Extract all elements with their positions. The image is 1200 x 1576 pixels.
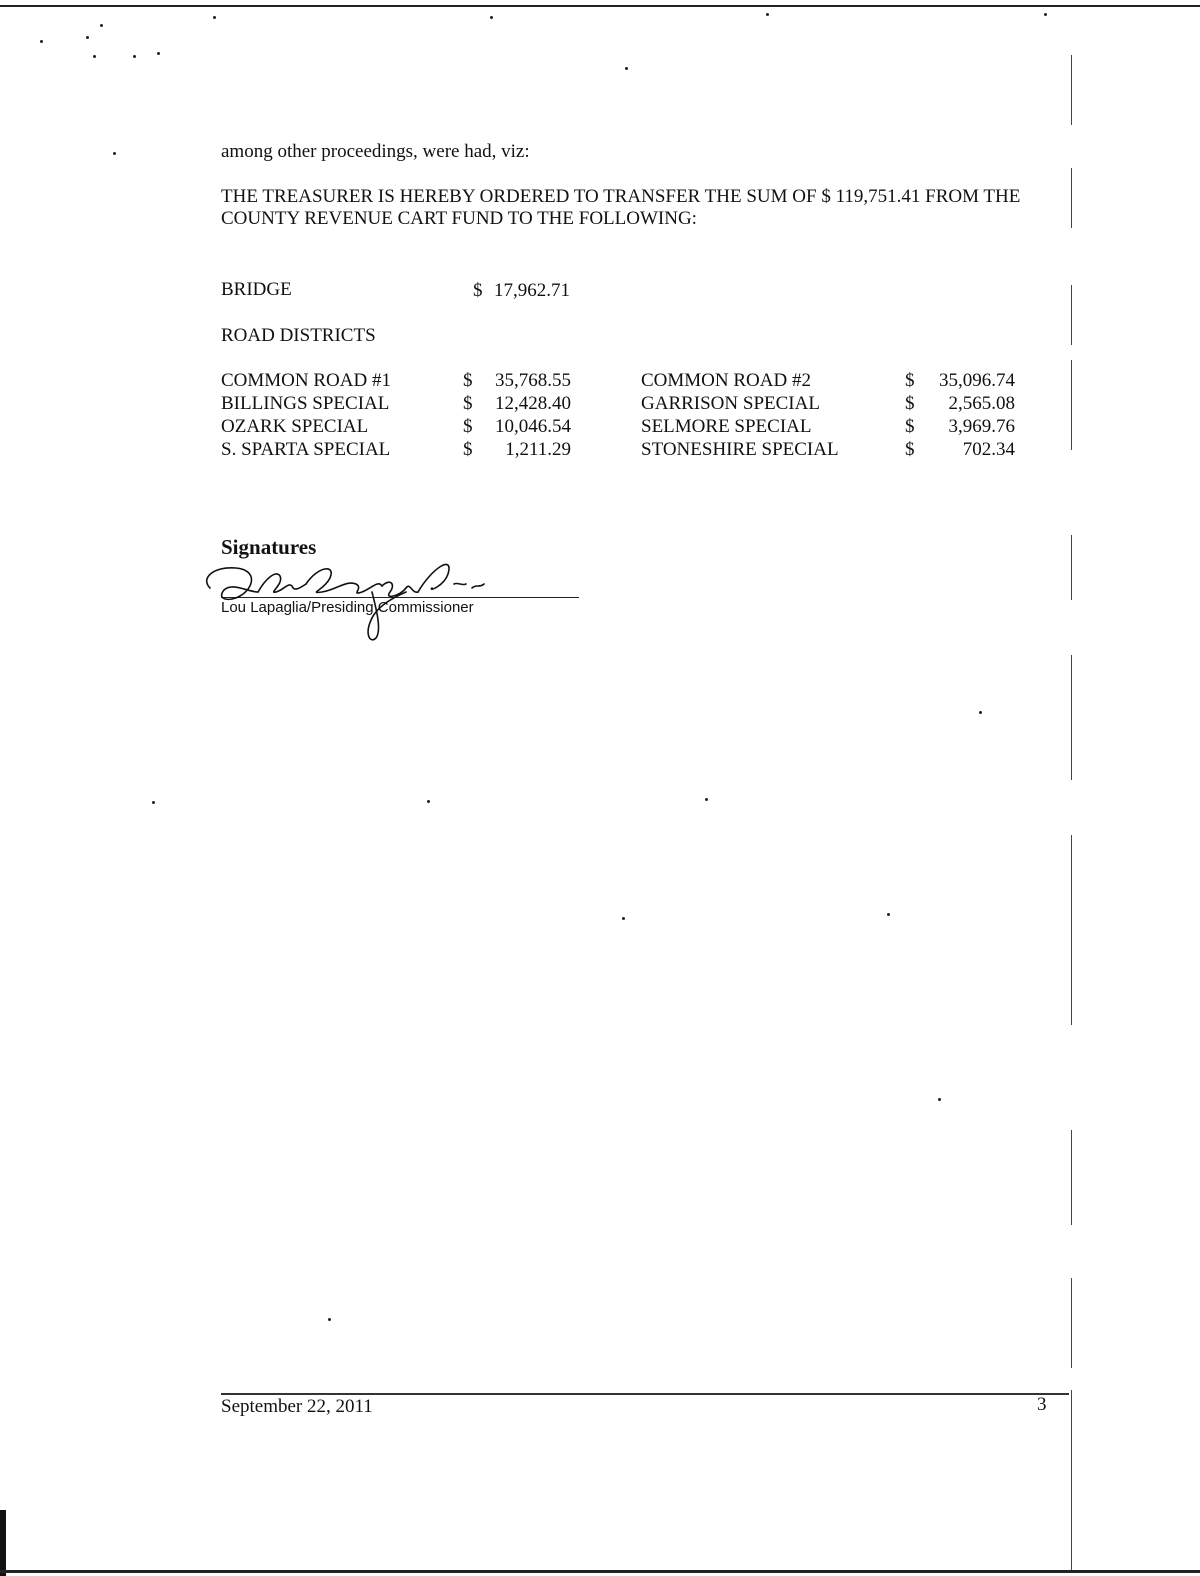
district-name: S. SPARTA SPECIAL — [221, 439, 391, 460]
transfer-order: THE TREASURER IS HEREBY ORDERED TO TRANSFER THE SUM OF $ 119,751.41 FROM THE COUNTY REVENUE CART FUND TO THE FOLLOWING: — [221, 186, 1021, 229]
currency-symbol: $ — [463, 393, 473, 414]
road-districts-heading: ROAD DISTRICTS — [221, 325, 376, 346]
signer-caption: Lou Lapaglia/Presiding Commissioner — [221, 599, 474, 616]
table-row — [221, 392, 1015, 415]
scan-left-edge — [0, 1510, 6, 1576]
intro-line: among other proceedings, were had, viz: — [221, 141, 530, 162]
currency-symbol: $ — [463, 370, 473, 391]
bridge-label: BRIDGE — [221, 279, 292, 300]
district-amount: 2,565.08 — [948, 393, 1015, 414]
district-amount: 35,768.55 — [495, 370, 571, 391]
district-amount: 3,969.76 — [948, 416, 1015, 437]
signatures-heading: Signatures — [221, 535, 317, 559]
district-amount: 12,428.40 — [495, 393, 571, 414]
district-amount: 702.34 — [962, 439, 1015, 460]
table-row — [221, 438, 1015, 461]
currency-symbol: $ — [905, 439, 915, 460]
currency-symbol: $ — [463, 439, 473, 460]
district-name: GARRISON SPECIAL — [641, 393, 820, 414]
page-number: 3 — [1037, 1394, 1047, 1415]
district-name: STONESHIRE SPECIAL — [641, 439, 839, 460]
currency-symbol: $ — [905, 416, 915, 437]
district-name: COMMON ROAD #1 — [221, 370, 391, 391]
district-name: SELMORE SPECIAL — [641, 416, 812, 437]
currency-symbol: $ — [905, 370, 915, 391]
scan-top-rule — [0, 5, 1200, 7]
currency-symbol: $ — [463, 416, 473, 437]
scan-bottom-rule — [0, 1570, 1200, 1573]
column-gap — [571, 369, 641, 392]
column-gap — [571, 415, 641, 438]
footer-date: September 22, 2011 — [221, 1396, 373, 1417]
column-gap — [571, 392, 641, 415]
currency-symbol: $ — [905, 393, 915, 414]
district-amount: 10,046.54 — [495, 416, 571, 437]
bridge-currency: $ — [473, 280, 483, 301]
district-allocation-table — [221, 369, 1015, 461]
district-name: OZARK SPECIAL — [221, 416, 369, 437]
footer-rule — [221, 1393, 1069, 1395]
column-gap — [571, 438, 641, 461]
handwritten-signature — [196, 548, 496, 643]
district-name: COMMON ROAD #2 — [641, 370, 811, 391]
bridge-amount: 17,962.71 — [494, 280, 570, 301]
table-row — [221, 369, 1015, 392]
district-name: BILLINGS SPECIAL — [221, 393, 390, 414]
table-row — [221, 415, 1015, 438]
district-amount: 35,096.74 — [939, 370, 1015, 391]
district-amount: 1,211.29 — [505, 439, 571, 460]
